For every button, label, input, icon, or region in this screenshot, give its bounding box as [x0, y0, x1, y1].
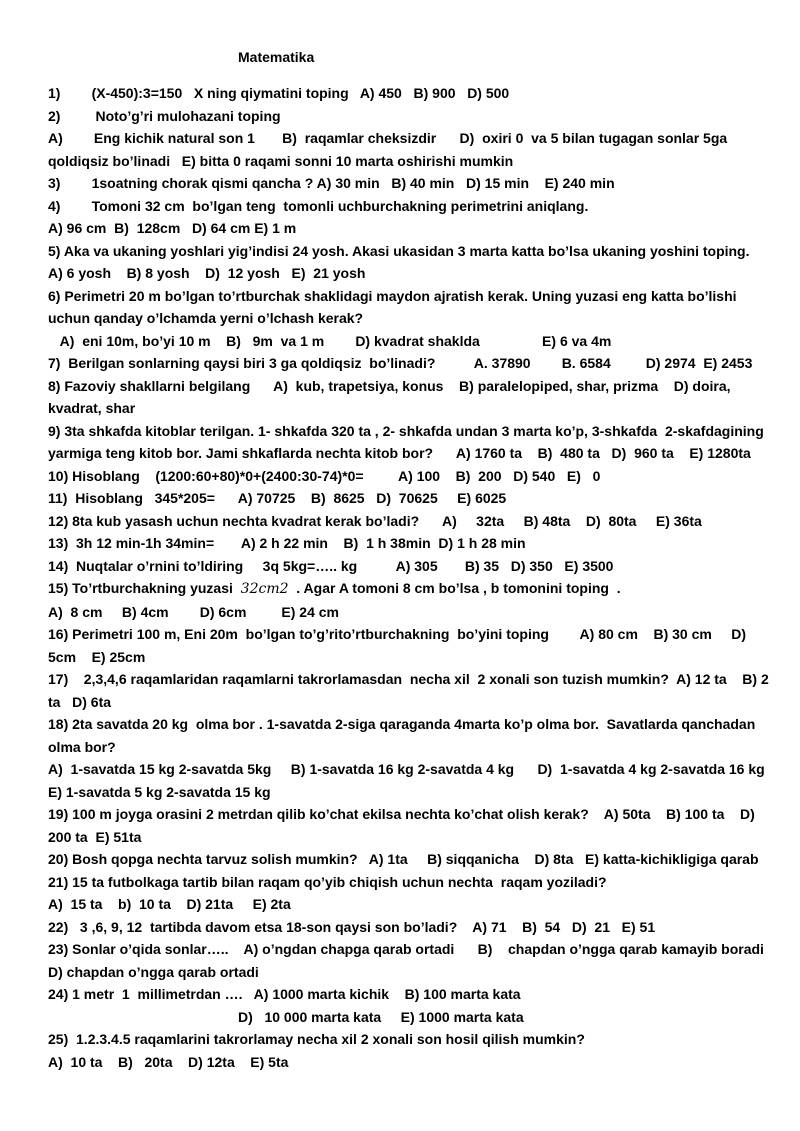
question-17: 17) 2,3,4,6 raqamlaridan raqamlarni takrorlamasdan necha xil 2 xonali son tuzish mumkin? A) 12 ta B) 2 ta D) 6ta	[48, 671, 773, 710]
question-18: 18) 2ta savatda 20 kg olma bor . 1-savatda 2-siga qaraganda 4marta ko’p olma bor. Savatlarda qanchadan olma bor?	[48, 716, 760, 755]
question-15-math-area: 32𝑐𝑚2	[240, 581, 289, 597]
question-22: 22) 3 ,6, 9, 12 tartibda davom etsa 18-son qaysi son bo’ladi? A) 71 B) 54 D) 21 E) 51	[48, 918, 656, 935]
question-23: 23) Sonlar o’qida sonlar….. A) o’ngdan chapga qarab ortadi B) chapdan o’ngga qarab kamayib boradi D) chapdan o’ngga qarab ortadi	[48, 941, 772, 980]
question-7: 7) Berilgan sonlarning qaysi biri 3 ga qoldiqsiz bo’linadi? A. 37890 B. 6584 D) 2974 E) 2453	[48, 355, 753, 371]
question-19: 19) 100 m joyga orasini 2 metrdan qilib ko’chat ekilsa nechta ko’chat olish kerak? A) 50ta B) 100 ta D) 200 ta E) 51ta	[48, 806, 759, 845]
question-5-options: A) 6 yosh B) 8 yosh D) 12 yosh E) 21 yosh	[48, 265, 366, 281]
question-21: 21) 15 ta futbolkaga tartib bilan raqam qo’yib chiqish uchun nechta raqam yoziladi?	[48, 873, 607, 890]
page-title: Matematika	[238, 49, 315, 65]
question-21-options: A) 15 ta b) 10 ta D) 21ta E) 2ta	[48, 896, 291, 912]
question-1: 1) (X-450):3=150 X ning qiymatini toping A) 450 B) 900 D) 500	[48, 85, 510, 101]
question-13: 13) 3h 12 min-1h 34min= A) 2 h 22 min B) 1 h 38min D) 1 h 28 min	[48, 535, 526, 551]
question-18-options: A) 1-savatda 15 kg 2-savatda 5kg B) 1-savatda 16 kg 2-savatda 4 kg D) 1-savatda 4 kg 2-savatda 16 kg E) 1-savatda 5 kg 2-savatda 15 kg	[48, 761, 777, 800]
document-page	[48, 46, 777, 1073]
question-2-options: A) Eng kichik natural son 1 B) raqamlar cheksizdir D) oxiri 0 va 5 bilan tugagan sonlar 5ga qoldiqsiz bo’linadi E) bitta 0 raqami sonni 10 marta oshirishi mumkin	[48, 130, 732, 169]
question-4-options: A) 96 cm B) 128cm D) 64 cm E) 1 m	[48, 220, 297, 236]
question-6: 6) Perimetri 20 m bo’lgan to’rtburchak shaklidagi maydon ajratish kerak. Uning yuzasi eng katta bo’lishi uchun qanday o’lchamda yerni o’lchash kerak?	[48, 287, 741, 326]
question-15-text-before: 15) To’rtburchakning yuzasi	[48, 580, 241, 596]
document-body	[48, 82, 777, 1073]
question-9: 9) 3ta shkafda kitoblar terilgan. 1- shkafda 320 ta , 2- shkafda undan 3 marta ko’p, 3-shkafda 2-skafdagining yarmiga teng kitob bor. Jami shkaflarda nechta kitob bor? A) 1760 ta B) 480 ta D) 960 ta E) 1280ta	[48, 422, 768, 461]
question-11: 11) Hisoblang 345*205= A) 70725 B) 8625 D) 70625 E) 6025	[48, 490, 507, 506]
question-20: 20) Bosh qopga nechta tarvuz solish mumkin? A) 1ta B) siqqanicha D) 8ta E) katta-kichikligiga qarab	[48, 851, 759, 867]
question-25: 25) 1.2.3.4.5 raqamlarini takrorlamay necha xil 2 xonali son hosil qilish mumkin?	[48, 1031, 585, 1047]
question-15-options: A) 8 cm B) 4cm D) 6cm E) 24 cm	[48, 603, 339, 620]
question-2: 2) Noto’g’ri mulohazani toping	[48, 107, 281, 124]
question-5: 5) Aka va ukaning yoshlari yig’indisi 24 yosh. Akasi ukasidan 3 marta katta bo’lsa ukaning yoshini toping.	[48, 242, 750, 259]
question-24-options-cont: D) 10 000 marta kata E) 1000 marta kata	[238, 1008, 524, 1025]
question-15-text-after: . Agar A tomoni 8 cm bo’lsa , b tomonini toping .	[288, 580, 621, 596]
question-14: 14) Nuqtalar o’rnini to’ldiring 3q 5kg=….. kg A) 305 B) 35 D) 350 E) 3500	[48, 557, 614, 574]
question-12: 12) 8ta kub yasash uchun nechta kvadrat kerak bo’ladi? A) 32ta B) 48ta D) 80ta E) 36ta	[48, 512, 702, 529]
question-3: 3) 1soatning chorak qismi qancha ? A) 30 min B) 40 min D) 15 min E) 240 min	[48, 175, 615, 191]
question-15	[48, 577, 774, 601]
question-6-options: A) eni 10m, bo’yi 10 m B) 9m va 1 m D) kvadrat shaklda E) 6 va 4m	[48, 332, 612, 349]
question-24: 24) 1 metr 1 millimetrdan …. A) 1000 marta kichik B) 100 marta kata	[48, 986, 521, 1002]
question-8: 8) Fazoviy shakllarni belgilang A) kub, trapetsiya, konus B) paralelopiped, shar, prizma D) doira, kvadrat, shar	[48, 377, 735, 416]
question-4: 4) Tomoni 32 cm bo’lgan teng tomonli uchburchakning perimetrini aniqlang.	[48, 197, 589, 214]
question-16: 16) Perimetri 100 m, Eni 20m bo’lgan to’g’rito’rtburchakning bo’yini toping A) 80 cm B) 30 cm D) 5cm E) 25cm	[48, 626, 750, 665]
question-10: 10) Hisoblang (1200:60+80)*0+(2400:30-74)*0= A) 100 B) 200 D) 540 E) 0	[48, 467, 601, 484]
question-25-options: A) 10 ta B) 20ta D) 12ta E) 5ta	[48, 1053, 289, 1070]
